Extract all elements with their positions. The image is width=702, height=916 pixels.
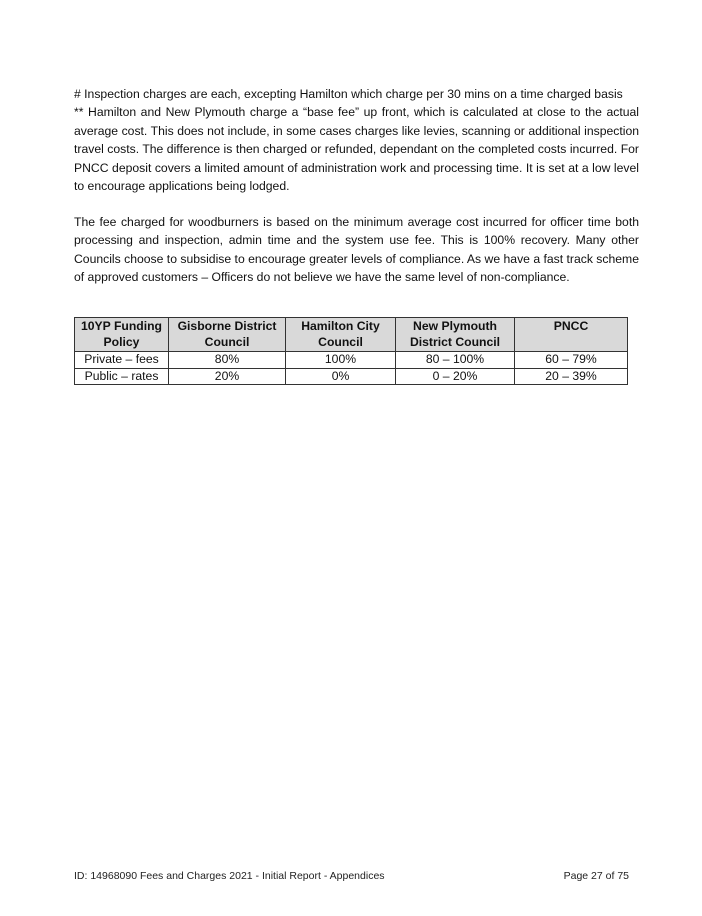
table-row — [75, 368, 628, 385]
table-row — [75, 352, 628, 369]
table-header-row — [75, 318, 628, 352]
woodburner-section — [74, 213, 639, 287]
table-cell: 100% — [286, 352, 396, 369]
table-cell: 80% — [169, 352, 286, 369]
footer-page-number: Page 27 of 75 — [563, 870, 629, 882]
table-cell: 20% — [169, 368, 286, 385]
table-cell: 60 – 79% — [515, 352, 628, 369]
table-cell: 0 – 20% — [396, 368, 515, 385]
base-fee-note: ** Hamilton and New Plymouth charge a “base fee” up front, which is calculated at close to the actual average cost. This does not include, in some cases charges like levies, scanning or additional inspection travel costs. The difference is then charged or refunded, dependant on the completed costs incurred. For PNCC deposit covers a limited amount of administration work and processing time. It is set at a low level to encourage applications being lodged. — [74, 105, 639, 194]
header-new-plymouth: New Plymouth District Council — [396, 318, 515, 352]
table-cell: 80 – 100% — [396, 352, 515, 369]
woodburner-fee-paragraph: The fee charged for woodburners is based on the minimum average cost incurred for officer time both processing and inspection, admin time and the system use fee. This is 100% recovery. Many other Councils choose to subsidise to encourage greater levels of compliance. As we have a fast track scheme of approved customers – Officers do not believe we have the same level of non-compliance. — [74, 215, 639, 285]
header-gisborne: Gisborne District Council — [169, 318, 286, 352]
table-cell: 0% — [286, 368, 396, 385]
table-cell: 20 – 39% — [515, 368, 628, 385]
row-label: Private – fees — [75, 352, 169, 369]
footer-document-id: ID: 14968090 Fees and Charges 2021 - Initial Report - Appendices — [74, 870, 385, 882]
funding-policy-table — [74, 317, 628, 385]
notes-section — [74, 85, 639, 195]
inspection-charges-note: # Inspection charges are each, excepting Hamilton which charge per 30 mins on a time charged basis — [74, 87, 623, 101]
header-pncc: PNCC — [515, 318, 628, 352]
header-funding-policy: 10YP Funding Policy — [75, 318, 169, 352]
header-hamilton: Hamilton City Council — [286, 318, 396, 352]
row-label: Public – rates — [75, 368, 169, 385]
